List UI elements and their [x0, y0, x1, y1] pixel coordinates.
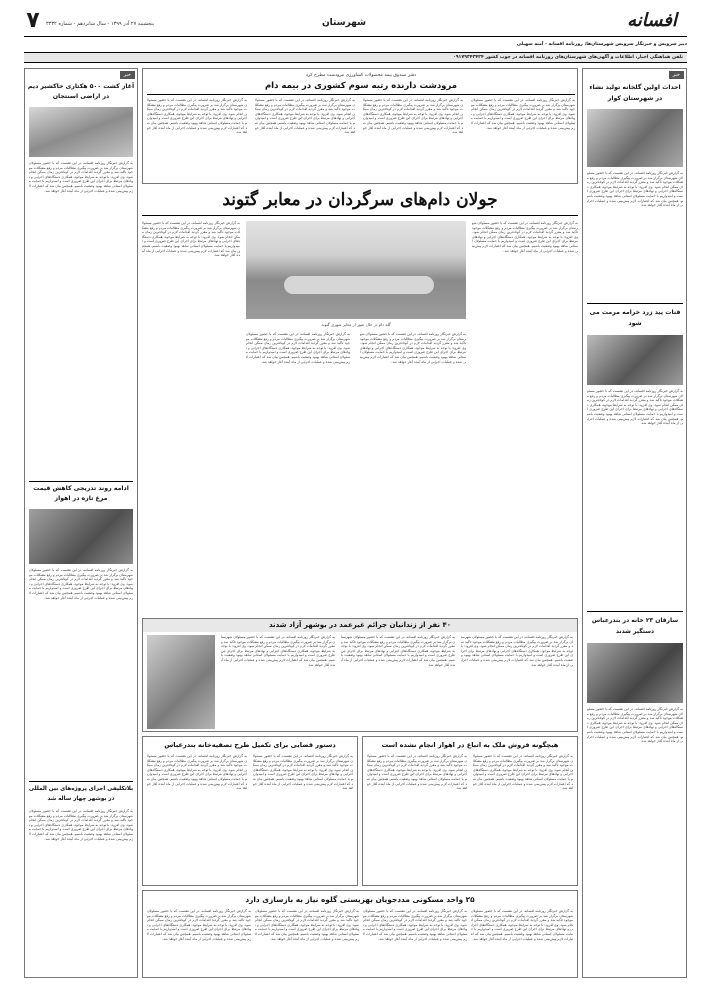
top-story-body-4: به گزارش خبرنگار روزنامه افسانه، در این نشست که با حضور مسئولان شهرستان برگزار شد بر ضرورت پیگیری مطالبات مردم و رفع مشکلات موجود تاکید شد و مقرر گردید اقدامات لازم در کوتاه‌ترین زمان ممکن انجام شود. وی افزود: با توجه به شرایط موجود، همکاری دستگاه‌های اجرایی و نهادهای مرتبط برای اجرای این طرح ضروری است و امیدواریم با حمایت مسئولان استانی شاهد بهبود وضعیت باشیم. همچنین بیان شد که اعتبارات لازم پیش‌بینی شده و عملیات اجرایی از ماه آینده آغاز خواهد شد. [471, 98, 575, 130]
main-story-body-2: به گزارش خبرنگار روزنامه افسانه، در این نشست که با حضور مسئولان شهرستان برگزار شد بر ضرورت پیگیری مطالبات مردم و رفع مشکلات موجود تاکید شد و مقرر گردید اقدامات لازم در کوتاه‌ترین زمان ممکن انجام شود. وی افزود: با توجه به شرایط موجود، همکاری دستگاه‌های اجرایی و نهادهای مرتبط برای اجرای این طرح ضروری است و امیدواریم با حمایت مسئولان استانی شاهد بهبود وضعیت باشیم. همچنین بیان شد که اعتبارات لازم پیش‌بینی شده و عملیات اجرایی از ماه آینده آغاز خواهد شد. [246, 332, 350, 364]
top-story-body-2: به گزارش خبرنگار روزنامه افسانه، در این نشست که با حضور مسئولان شهرستان برگزار شد بر ضرورت پیگیری مطالبات مردم و رفع مشکلات موجود تاکید شد و مقرر گردید اقدامات لازم در کوتاه‌ترین زمان ممکن انجام شود. وی افزود: با توجه به شرایط موجود، همکاری دستگاه‌های اجرایی و نهادهای مرتبط برای اجرای این طرح ضروری است و امیدواریم با حمایت مسئولان استانی شاهد بهبود وضعیت باشیم. همچنین بیان شد که اعتبارات لازم پیش‌بینی شده و عملیات اجرایی از ماه آینده آغاز خواهد شد. [255, 98, 355, 135]
right-article-1-body: به گزارش خبرنگار روزنامه افسانه، در این نشست که با حضور مسئولان شهرستان برگزار شد بر ضرورت پیگیری مطالبات مردم و رفع مشکلات موجود تاکید شد و مقرر گردید اقدامات لازم در کوتاه‌ترین زمان ممکن انجام شود. وی افزود: با توجه به شرایط موجود، همکاری دستگاه‌های اجرایی و نهادهای مرتبط برای اجرای این طرح ضروری است و امیدواریم با حمایت مسئولان استانی شاهد بهبود وضعیت باشیم. همچنین بیان شد که اعتبارات لازم پیش‌بینی شده و عملیات اجرایی از ماه آینده آغاز خواهد شد. [587, 171, 683, 208]
main-story-body-3: به گزارش خبرنگار روزنامه افسانه، در این نشست که با حضور مسئولان شهرستان برگزار شد بر ضرورت پیگیری مطالبات مردم و رفع مشکلات موجود تاکید شد و مقرر گردید اقدامات لازم در کوتاه‌ترین زمان ممکن انجام شود. وی افزود: با توجه به شرایط موجود، همکاری دستگاه‌های اجرایی و نهادهای مرتبط برای اجرای این طرح ضروری است و امیدواریم با حمایت مسئولان استانی شاهد بهبود وضعیت باشیم. همچنین بیان شد که اعتبارات لازم پیش‌بینی شده و عملیات اجرایی از ماه آینده آغاز خواهد شد. [360, 332, 466, 364]
right-article-3-title: سارقان ۲۳ خانه در بندرعباس دستگیر شدند [591, 617, 679, 635]
main-story-body-4: به گزارش خبرنگار روزنامه افسانه، در این نشست که با حضور مسئولان شهرستان برگزار شد بر ضرورت پیگیری مطالبات مردم و رفع مشکلات موجود تاکید شد و مقرر گردید اقدامات لازم در کوتاه‌ترین زمان ممکن انجام شود. وی افزود: با توجه به شرایط موجود، همکاری دستگاه‌های اجرایی و نهادهای مرتبط برای اجرای این طرح ضروری است و امیدواریم با حمایت مسئولان استانی شاهد بهبود وضعیت باشیم. همچنین بیان شد که اعتبارات لازم پیش‌بینی شده و عملیات اجرایی از ماه آینده آغاز خواهد شد. [472, 221, 578, 253]
masthead-logo: افسانه [627, 10, 677, 31]
top-story-body-1: به گزارش خبرنگار روزنامه افسانه، در این نشست که با حضور مسئولان شهرستان برگزار شد بر ضرورت پیگیری مطالبات مردم و رفع مشکلات موجود تاکید شد و مقرر گردید اقدامات لازم در کوتاه‌ترین زمان ممکن انجام شود. وی افزود: با توجه به شرایط موجود، همکاری دستگاه‌های اجرایی و نهادهای مرتبط برای اجرای این طرح ضروری است و امیدواریم با حمایت مسئولان استانی شاهد بهبود وضعیت باشیم. همچنین بیان شد که اعتبارات لازم پیش‌بینی شده و عملیات اجرایی از ماه آینده آغاز خواهد شد. [147, 98, 247, 135]
right-column-tag: خبر [669, 71, 684, 79]
prisoners-story-body-2: به گزارش خبرنگار روزنامه افسانه، در این نشست که با حضور مسئولان شهرستان برگزار شد بر ضرورت پیگیری مطالبات مردم و رفع مشکلات موجود تاکید شد و مقرر گردید اقدامات لازم در کوتاه‌ترین زمان ممکن انجام شود. وی افزود: با توجه به شرایط موجود، همکاری دستگاه‌های اجرایی و نهادهای مرتبط برای اجرای این طرح ضروری است و امیدواریم با حمایت مسئولان استانی شاهد بهبود وضعیت باشیم. همچنین بیان شد که اعتبارات لازم پیش‌بینی شده و عملیات اجرایی از ماه آینده آغاز خواهد شد. [341, 635, 455, 667]
prisoners-story-body-3: به گزارش خبرنگار روزنامه افسانه، در این نشست که با حضور مسئولان شهرستان برگزار شد بر ضرورت پیگیری مطالبات مردم و رفع مشکلات موجود تاکید شد و مقرر گردید اقدامات لازم در کوتاه‌ترین زمان ممکن انجام شود. وی افزود: با توجه به شرایط موجود، همکاری دستگاه‌های اجرایی و نهادهای مرتبط برای اجرای این طرح ضروری است و امیدواریم با حمایت مسئولان استانی شاهد بهبود وضعیت باشیم. همچنین بیان شد که اعتبارات لازم پیش‌بینی شده و عملیات اجرایی از ماه آینده آغاز خواهد شد. [461, 635, 573, 667]
bottom-article-2-body-2: به گزارش خبرنگار روزنامه افسانه، در این نشست که با حضور مسئولان شهرستان برگزار شد بر ضرورت پیگیری مطالبات مردم و رفع مشکلات موجود تاکید شد و مقرر گردید اقدامات لازم در کوتاه‌ترین زمان ممکن انجام شود. وی افزود: با توجه به شرایط موجود، همکاری دستگاه‌های اجرایی و نهادهای مرتبط برای اجرای این طرح ضروری است و امیدواریم با حمایت مسئولان استانی شاهد بهبود وضعیت باشیم. همچنین بیان شد که اعتبارات لازم پیش‌بینی شده و عملیات اجرایی از ماه آینده آغاز خواهد شد. [253, 754, 353, 791]
bottom-article-2 [142, 736, 358, 886]
main-story-rule [142, 215, 578, 216]
top-story-kicker: دفتر صندوق بیمه محصولات کشاورزی مرودشت مطرح کرد [305, 73, 417, 78]
left-divider-1 [29, 481, 133, 482]
left-column [24, 68, 138, 978]
herd-shape [284, 276, 434, 294]
left-column-tag: خبر [120, 71, 135, 79]
right-article-1-photo [587, 109, 683, 167]
bottom-article-3-body-3: به گزارش خبرنگار روزنامه افسانه، در این نشست که با حضور مسئولان شهرستان برگزار شد بر ضرورت پیگیری مطالبات مردم و رفع مشکلات موجود تاکید شد و مقرر گردید اقدامات لازم در کوتاه‌ترین زمان ممکن انجام شود. وی افزود: با توجه به شرایط موجود، همکاری دستگاه‌های اجرایی و نهادهای مرتبط برای اجرای این طرح ضروری است و امیدواریم با حمایت مسئولان استانی شاهد بهبود وضعیت باشیم. همچنین بیان شد که اعتبارات لازم پیش‌بینی شده و عملیات اجرایی از ماه آینده آغاز خواهد شد. [363, 909, 467, 941]
bottom-article-1 [362, 736, 578, 886]
right-article-2-title: قنات پید زرد خرامه مرمت می شود [589, 309, 681, 327]
bottom-article-3-title: ۲۵ واحد مسکونی مددجویان بهزیستی گلوه نیاز به بازسازی دارد [245, 895, 475, 904]
bottom-article-1-body-1: به گزارش خبرنگار روزنامه افسانه، در این نشست که با حضور مسئولان شهرستان برگزار شد بر ضرورت پیگیری مطالبات مردم و رفع مشکلات موجود تاکید شد و مقرر گردید اقدامات لازم در کوتاه‌ترین زمان ممکن انجام شود. وی افزود: با توجه به شرایط موجود، همکاری دستگاه‌های اجرایی و نهادهای مرتبط برای اجرای این طرح ضروری است و امیدواریم با حمایت مسئولان استانی شاهد بهبود وضعیت باشیم. همچنین بیان شد که اعتبارات لازم پیش‌بینی شده و عملیات اجرایی از ماه آینده آغاز خواهد شد. [367, 754, 467, 791]
top-story-body-3: به گزارش خبرنگار روزنامه افسانه، در این نشست که با حضور مسئولان شهرستان برگزار شد بر ضرورت پیگیری مطالبات مردم و رفع مشکلات موجود تاکید شد و مقرر گردید اقدامات لازم در کوتاه‌ترین زمان ممکن انجام شود. وی افزود: با توجه به شرایط موجود، همکاری دستگاه‌های اجرایی و نهادهای مرتبط برای اجرای این طرح ضروری است و امیدواریم با حمایت مسئولان استانی شاهد بهبود وضعیت باشیم. همچنین بیان شد که اعتبارات لازم پیش‌بینی شده و عملیات اجرایی از ماه آینده آغاز خواهد شد. [363, 98, 463, 135]
left-article-2-body: به گزارش خبرنگار روزنامه افسانه، در این نشست که با حضور مسئولان شهرستان برگزار شد بر ضرورت پیگیری مطالبات مردم و رفع مشکلات موجود تاکید شد و مقرر گردید اقدامات لازم در کوتاه‌ترین زمان ممکن انجام شود. وی افزود: با توجه به شرایط موجود، همکاری دستگاه‌های اجرایی و نهادهای مرتبط برای اجرای این طرح ضروری است و امیدواریم با حمایت مسئولان استانی شاهد بهبود وضعیت باشیم. همچنین بیان شد که اعتبارات لازم پیش‌بینی شده و عملیات اجرایی از ماه آینده آغاز خواهد شد. [29, 568, 133, 600]
bottom-article-3 [142, 890, 578, 978]
page-number: ۷ [26, 8, 40, 33]
prisoners-story-photo [147, 635, 215, 729]
bottom-article-3-body-4: به گزارش خبرنگار روزنامه افسانه، در این نشست که با حضور مسئولان شهرستان برگزار شد بر ضرورت پیگیری مطالبات مردم و رفع مشکلات موجود تاکید شد و مقرر گردید اقدامات لازم در کوتاه‌ترین زمان ممکن انجام شود. وی افزود: با توجه به شرایط موجود، همکاری دستگاه‌های اجرایی و نهادهای مرتبط برای اجرای این طرح ضروری است و امیدواریم با حمایت مسئولان استانی شاهد بهبود وضعیت باشیم. همچنین بیان شد که اعتبارات لازم پیش‌بینی شده و عملیات اجرایی از ماه آینده آغاز خواهد شد. [471, 909, 573, 941]
right-column [582, 68, 687, 978]
right-article-2-body: به گزارش خبرنگار روزنامه افسانه، در این نشست که با حضور مسئولان شهرستان برگزار شد بر ضرورت پیگیری مطالبات مردم و رفع مشکلات موجود تاکید شد و مقرر گردید اقدامات لازم در کوتاه‌ترین زمان ممکن انجام شود. وی افزود: با توجه به شرایط موجود، همکاری دستگاه‌های اجرایی و نهادهای مرتبط برای اجرای این طرح ضروری است و امیدواریم با حمایت مسئولان استانی شاهد بهبود وضعیت باشیم. همچنین بیان شد که اعتبارات لازم پیش‌بینی شده و عملیات اجرایی از ماه آینده آغاز خواهد شد. [587, 389, 683, 426]
bottom-article-2-title: دستور قضایی برای تکمیل طرح تصفیه‌خانه بندرعباس [164, 741, 336, 749]
right-article-1-title: احداث اولین گلخانه تولید نشاء در شهرستان کوار [589, 84, 681, 102]
right-divider-2 [587, 611, 683, 612]
main-story-caption: گله دام در حال عبور از معابر شهری گتوند [321, 322, 391, 327]
main-story-title: جولان دام‌های سرگردان در معابر گتوند [222, 190, 498, 210]
left-article-1-photo [29, 107, 133, 157]
masthead [24, 6, 687, 64]
top-story-rule [147, 94, 575, 95]
left-article-1-title: آغاز کشت ۵۰۰ هکتاری خاکشیر دیم در اراضی اسنتجان [27, 83, 135, 100]
bottom-article-1-title: هیچگونه فروش ملک به اتباع در اهواز انجام نشده است [381, 741, 559, 749]
left-article-3-title: بلاتکلیفی اجرای پروژه‌های بین المللی در بوشهر چهار ساله شد [28, 786, 134, 802]
date-line: پنجشنبه ۲۷ آذر ۱۳۹۹ - سال شانزدهم - شماره ۳۳۳۲ [46, 21, 155, 27]
prisoners-story-title: ۴۰ نفر از زندانیان جرائم غیرعمد در بوشهر آزاد شدند [143, 619, 577, 632]
prisoners-story [142, 618, 578, 732]
main-story-photo [246, 221, 466, 319]
bottom-article-2-body-1: به گزارش خبرنگار روزنامه افسانه، در این نشست که با حضور مسئولان شهرستان برگزار شد بر ضرورت پیگیری مطالبات مردم و رفع مشکلات موجود تاکید شد و مقرر گردید اقدامات لازم در کوتاه‌ترین زمان ممکن انجام شود. وی افزود: با توجه به شرایط موجود، همکاری دستگاه‌های اجرایی و نهادهای مرتبط برای اجرای این طرح ضروری است و امیدواریم با حمایت مسئولان استانی شاهد بهبود وضعیت باشیم. همچنین بیان شد که اعتبارات لازم پیش‌بینی شده و عملیات اجرایی از ماه آینده آغاز خواهد شد. [147, 754, 247, 791]
contact-line: تلفن هماهنگی اخبار، اطلاعات و آگهی‌های شهرستان‌های روزنامه افسانه در چوب کشور ۰۹۱۷۹۳۴۳۴۲۴ [452, 55, 683, 60]
left-article-1-body: به گزارش خبرنگار روزنامه افسانه، در این نشست که با حضور مسئولان شهرستان برگزار شد بر ضرورت پیگیری مطالبات مردم و رفع مشکلات موجود تاکید شد و مقرر گردید اقدامات لازم در کوتاه‌ترین زمان ممکن انجام شود. وی افزود: با توجه به شرایط موجود، همکاری دستگاه‌های اجرایی و نهادهای مرتبط برای اجرای این طرح ضروری است و امیدواریم با حمایت مسئولان استانی شاهد بهبود وضعیت باشیم. همچنین بیان شد که اعتبارات لازم پیش‌بینی شده و عملیات اجرایی از ماه آینده آغاز خواهد شد. [29, 161, 133, 193]
left-divider-2 [29, 781, 133, 782]
bottom-article-3-body-2: به گزارش خبرنگار روزنامه افسانه، در این نشست که با حضور مسئولان شهرستان برگزار شد بر ضرورت پیگیری مطالبات مردم و رفع مشکلات موجود تاکید شد و مقرر گردید اقدامات لازم در کوتاه‌ترین زمان ممکن انجام شود. وی افزود: با توجه به شرایط موجود، همکاری دستگاه‌های اجرایی و نهادهای مرتبط برای اجرای این طرح ضروری است و امیدواریم با حمایت مسئولان استانی شاهد بهبود وضعیت باشیم. همچنین بیان شد که اعتبارات لازم پیش‌بینی شده و عملیات اجرایی از ماه آینده آغاز خواهد شد. [255, 909, 359, 941]
bottom-article-1-body-2: به گزارش خبرنگار روزنامه افسانه، در این نشست که با حضور مسئولان شهرستان برگزار شد بر ضرورت پیگیری مطالبات مردم و رفع مشکلات موجود تاکید شد و مقرر گردید اقدامات لازم در کوتاه‌ترین زمان ممکن انجام شود. وی افزود: با توجه به شرایط موجود، همکاری دستگاه‌های اجرایی و نهادهای مرتبط برای اجرای این طرح ضروری است و امیدواریم با حمایت مسئولان استانی شاهد بهبود وضعیت باشیم. همچنین بیان شد که اعتبارات لازم پیش‌بینی شده و عملیات اجرایی از ماه آینده آغاز خواهد شد. [473, 754, 573, 791]
top-story-title: مرودشت دارنده رتبه سوم کشوری در بیمه دام [264, 81, 458, 91]
bottom-article-3-body-1: به گزارش خبرنگار روزنامه افسانه، در این نشست که با حضور مسئولان شهرستان برگزار شد بر ضرورت پیگیری مطالبات مردم و رفع مشکلات موجود تاکید شد و مقرر گردید اقدامات لازم در کوتاه‌ترین زمان ممکن انجام شود. وی افزود: با توجه به شرایط موجود، همکاری دستگاه‌های اجرایی و نهادهای مرتبط برای اجرای این طرح ضروری است و امیدواریم با حمایت مسئولان استانی شاهد بهبود وضعیت باشیم. همچنین بیان شد که اعتبارات لازم پیش‌بینی شده و عملیات اجرایی از ماه آینده آغاز خواهد شد. [147, 909, 251, 941]
prisoners-story-body-1: به گزارش خبرنگار روزنامه افسانه، در این نشست که با حضور مسئولان شهرستان برگزار شد بر ضرورت پیگیری مطالبات مردم و رفع مشکلات موجود تاکید شد و مقرر گردید اقدامات لازم در کوتاه‌ترین زمان ممکن انجام شود. وی افزود: با توجه به شرایط موجود، همکاری دستگاه‌های اجرایی و نهادهای مرتبط برای اجرای این طرح ضروری است و امیدواریم با حمایت مسئولان استانی شاهد بهبود وضعیت باشیم. همچنین بیان شد که اعتبارات لازم پیش‌بینی شده و عملیات اجرایی از ماه آینده آغاز خواهد شد. [221, 635, 335, 667]
right-article-2-photo [587, 335, 683, 385]
main-story [142, 188, 578, 614]
right-divider-1 [587, 303, 683, 304]
main-story-body-1: به گزارش خبرنگار روزنامه افسانه، در این نشست که با حضور مسئولان شهرستان برگزار شد بر ضرورت پیگیری مطالبات مردم و رفع مشکلات موجود تاکید شد و مقرر گردید اقدامات لازم در کوتاه‌ترین زمان ممکن انجام شود. وی افزود: با توجه به شرایط موجود، همکاری دستگاه‌های اجرایی و نهادهای مرتبط برای اجرای این طرح ضروری است و امیدواریم با حمایت مسئولان استانی شاهد بهبود وضعیت باشیم. همچنین بیان شد که اعتبارات لازم پیش‌بینی شده و عملیات اجرایی از ماه آینده آغاز خواهد شد. [142, 221, 240, 258]
left-article-2-photo [29, 509, 133, 564]
staff-line: دبیر سرویس و خبرنگار سرویس شهرستان‌ها: روزنامه افسانه - آمنه سهیلی [516, 42, 687, 47]
masthead-rule [24, 36, 687, 37]
section-name: شهرستان [322, 18, 366, 28]
right-article-3-body: به گزارش خبرنگار روزنامه افسانه، در این نشست که با حضور مسئولان شهرستان برگزار شد بر ضرورت پیگیری مطالبات مردم و رفع مشکلات موجود تاکید شد و مقرر گردید اقدامات لازم در کوتاه‌ترین زمان ممکن انجام شود. وی افزود: با توجه به شرایط موجود، همکاری دستگاه‌های اجرایی و نهادهای مرتبط برای اجرای این طرح ضروری است و امیدواریم با حمایت مسئولان استانی شاهد بهبود وضعیت باشیم. همچنین بیان شد که اعتبارات لازم پیش‌بینی شده و عملیات اجرایی از ماه آینده آغاز خواهد شد. [587, 707, 683, 744]
left-article-2-title: ادامه روند تدریجی کاهش قیمت مرغ تازه در اهواز [33, 485, 129, 502]
right-article-3-photo [587, 643, 683, 703]
left-article-3-body: به گزارش خبرنگار روزنامه افسانه، در این نشست که با حضور مسئولان شهرستان برگزار شد بر ضرورت پیگیری مطالبات مردم و رفع مشکلات موجود تاکید شد و مقرر گردید اقدامات لازم در کوتاه‌ترین زمان ممکن انجام شود. وی افزود: با توجه به شرایط موجود، همکاری دستگاه‌های اجرایی و نهادهای مرتبط برای اجرای این طرح ضروری است و امیدواریم با حمایت مسئولان استانی شاهد بهبود وضعیت باشیم. همچنین بیان شد که اعتبارات لازم پیش‌بینی شده و عملیات اجرایی از ماه آینده آغاز خواهد شد. [29, 809, 133, 841]
top-story [142, 68, 578, 184]
